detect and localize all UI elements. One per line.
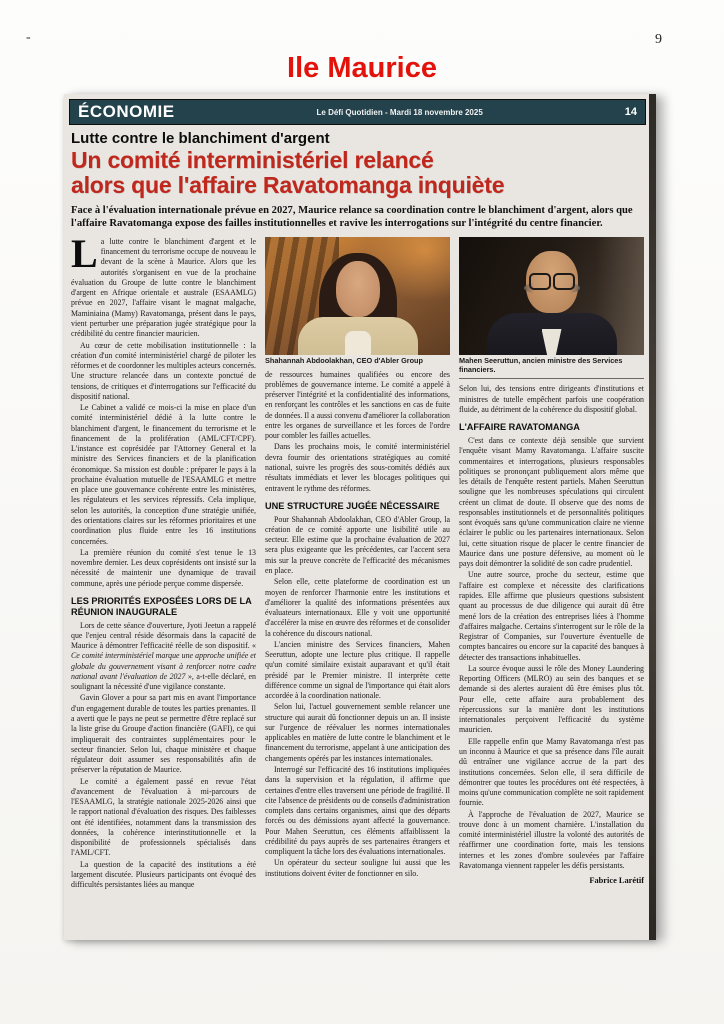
section-name: ÉCONOMIE bbox=[78, 102, 175, 121]
photo-shahannah-abdoolakhan bbox=[265, 237, 450, 355]
photo-caption: Shahannah Abdoolakhan, CEO d'Abler Group bbox=[265, 355, 423, 365]
quote-text: Ce comité interministériel marque une approche unifiée et globale du gouvernement visant à renforcer notre cadre national avant l'évaluation de 2027 bbox=[71, 651, 256, 681]
photo-blouse bbox=[345, 331, 371, 355]
photo-face bbox=[336, 261, 380, 317]
masthead-edition: Le Défi Quotidien - Mardi 18 novembre 2025 bbox=[316, 107, 483, 117]
paragraph: La première réunion du comité s'est tenue le 13 novembre dernier. Les deux coprésidents ont insisté sur la nécessité de maintenir une dynamique de travail commune, après une période perçue comme dispersée. bbox=[71, 547, 256, 588]
page-title: Ile Maurice bbox=[287, 52, 437, 84]
paragraph: Lors de cette séance d'ouverture, Jyoti Jeetun a rappelé que l'enjeu central réside désormais dans la capacité de Maurice à démontrer l'efficacité réelle de son dispositif. « Ce comité interministériel marque une approche unifiée et globale du gouvernement visant à renforcer notre cadre national avant l'évaluation de 2027 », a-t-elle déclaré, en soulignant la nécessité d'une vigilance constante. bbox=[71, 620, 256, 692]
paragraph: L'ancien ministre des Services financiers, Mahen Seeruttun, adopte une lecture plus critique. Il rappelle qu'un comité similaire existait auparavant et qu'il était présidé par le Premier ministre. Il interprète cette différence comme un signal de l'importance qui était alors accordée à la coordination nationale. bbox=[265, 639, 450, 701]
subheading-structure: UNE STRUCTURE JUGÉE NÉCESSAIRE bbox=[265, 500, 440, 511]
photo-caption: Mahen Seeruttun, ancien ministre des Services financiers. bbox=[459, 355, 623, 374]
newspaper-clipping bbox=[64, 94, 656, 940]
paragraph: La lutte contre le blanchiment d'argent et le financement du terrorisme occupe de nouveau le devant de la scène à Maurice. Alors que les autorités s'organisent en vue de la prochaine évaluation du Groupe de lutte contre le blanchiment d'argent en Afrique orientale et australe (ESAAMLG) prévue en 2027, l'affaire visant le magnat malgache, Maminiaina (Mamy) Ravatomanga, présent dans le pays, vient perturber une préparation jugée stratégique pour la crédibilité du centre financier mauricien. bbox=[71, 230, 256, 339]
photo-glasses bbox=[529, 273, 575, 287]
paragraph: Un opérateur du secteur souligne lui aussi que les institutions doivent éviter de fonctionner en silo. bbox=[265, 858, 450, 878]
article-columns bbox=[69, 230, 646, 892]
subheading-affaire: L'AFFAIRE RAVATOMANGA bbox=[459, 422, 580, 433]
section-banner bbox=[69, 99, 646, 125]
paragraph: Elle rappelle enfin que Mamy Ravatomanga n'est pas un inconnu à Maurice et que sa présence dans l'île aurait dû entraîner une vigilance accrue de la part des institutions concernées. Selon elle, il sera difficile de démontrer que toutes les procédures ont été respectées, à moins qu'une communication complète ne soit rapidement fournie. bbox=[459, 736, 644, 808]
article-headline bbox=[71, 148, 644, 199]
drop-cap: L bbox=[71, 230, 98, 276]
photo-mahen-seeruttun bbox=[459, 237, 644, 355]
column-3 bbox=[459, 237, 644, 892]
byline: Fabrice Larétif bbox=[589, 876, 644, 886]
article-lead: Face à l'évaluation internationale prévue en 2027, Maurice relance sa coordination contre le blanchiment d'argent, alors que l'affaire Ravatomanga expose des failles institutionnelles et ravive les interrogations sur l'intégrité du centre financier. bbox=[71, 204, 633, 229]
paragraph: Gavin Glover a pour sa part mis en avant l'importance d'un engagement durable de toutes les parties prenantes. Il a averti que le pays ne peut se permettre d'être replacé sur la liste grise du Groupe d'action financière (GAFI), ce qui impliquerait des contraintes supplémentaires pour le secteur financier. Selon lui, chaque ministère et chaque régulateur doit assumer ses responsabilités afin de préserver la réputation de Maurice. bbox=[71, 693, 256, 775]
caption-divider bbox=[459, 378, 644, 379]
paragraph: La question de la capacité des institutions a été largement discutée. Plusieurs participants ont évoqué des difficultés persistantes liées au manque bbox=[71, 859, 256, 890]
article-kicker: Lutte contre le blanchiment d'argent bbox=[71, 130, 330, 147]
paragraph: Pour Shahannah Abdoolakhan, CEO d'Abler Group, la création de ce comité apporte une lisibilité utile au secteur. Elle estime que la prochaine évaluation de 2027 sera plus exigeante que les précédentes, car l'accent sera mis sur la preuve concrète de l'efficacité des mécanismes en place. bbox=[265, 514, 450, 575]
paragraph: À l'approche de l'évaluation de 2027, Maurice se trouve donc à un moment charnière. L'installation du comité interministériel illustre la volonté des autorités de réaffirmer une coordination forte, mais les tensions internes et les zones d'ombre soulevées par l'affaire Ravatomanga viennent rappeler les défis persistants. bbox=[459, 809, 644, 870]
paragraph: Le Cabinet a validé ce mois-ci la mise en place d'un comité interministériel dédié à la lutte contre le blanchiment d'argent, le financement du terrorisme et le financement de la prolifération (AML/CFT/CPF). L'instance est coprésidée par l'Attorney General et la ministre des Services financiers et de la planification économique. Sa mission est double : préparer le pays à la prochaine évaluation mutuelle de l'ESAAMLG et mettre en place une gouvernance cohérente entre les ministères, les régulateurs et les services répressifs. Cela implique, selon les autorités, la conception d'une stratégie unifiée, des orientations claires sur les réformes prioritaires et une coordination plus fluide entre les 16 institutions concernées. bbox=[71, 403, 256, 546]
headline-line-1: Un comité interministériel relancé bbox=[71, 147, 434, 173]
paragraph: de ressources humaines qualifiées ou encore des problèmes de gouvernance interne. Le comité a appelé à préserver l'intégrité et la confidentialité des informations, en renforçant les contrôles et les sanctions en cas de fuite de données. Il a aussi convenu d'améliorer la collaboration entre les organes de surveillance et les forces de l'ordre pour combler les failles actuelles. bbox=[265, 369, 450, 441]
top-left-mark: - bbox=[26, 30, 31, 45]
paragraph: Dans les prochains mois, le comité interministériel devra fournir des orientations stratégiques au comité national, suivre les progrès des sous-comités dédiés aux résultats immédiats et lever les blocages politiques qui entravent le rythme des réformes. bbox=[265, 442, 450, 493]
newspaper-page-number: 14 bbox=[624, 106, 637, 118]
headline-line-2: alors que l'affaire Ravatomanga inquiète bbox=[71, 172, 505, 199]
paragraph: Interrogé sur l'efficacité des 16 institutions impliquées dans la supervision et la régulation, il affirme que certaines d'entre elles traversent une période de fragilité. Il cite l'absence de présidents ou de conseils d'administration complets dans certains organismes, ainsi que des départs forcés ou des démissions ayant affecté la gouvernance. Pour Mahen Seeruttun, ces éléments affaiblissent la crédibilité du pays auprès de ses partenaires étrangers et compliquent la tâche lors des évaluations internationales. bbox=[265, 765, 450, 857]
paragraph: La source évoque aussi le rôle des Money Laundering Reporting Officers (MLRO) au sein des banques et se demande si des alertes auraient dû être émises plus tôt. Pour elle, cette affaire aura probablement des répercussions sur la manière dont les institutions internationales perçoivent l'efficacité du système mauricien. bbox=[459, 663, 644, 735]
document-page-number: 9 bbox=[655, 32, 662, 47]
subheading-priorites: LES PRIORITÉS EXPOSÉES LORS DE LA RÉUNION INAUGURALE bbox=[71, 595, 252, 617]
paragraph: Une autre source, proche du secteur, estime que l'affaire est complexe et nécessite des clarifications rapides. Elle affirme que plusieurs questions subsistent quant au processus de due diligence qui aurait dû être mené lors de la création des entreprises liées à l'homme d'affaires malgache. Certains s'interrogent sur le rôle de la Registrar of Companies, sur l'ouverture éventuelle de comptes bancaires ou encore sur la capacité des banques à détecter des transactions inhabituelles. bbox=[459, 570, 644, 662]
newspaper-page-edge bbox=[649, 94, 656, 940]
column-1 bbox=[71, 230, 256, 892]
paragraph: Selon lui, l'actuel gouvernement semble relancer une structure qui aurait dû fonctionner depuis un an. Il insiste sur l'urgence de réévaluer les normes internationales applicables en matière de lutte contre le blanchiment et le financement du terrorisme, appelant à une anticipation des changements opérés par les instances internationales. bbox=[265, 702, 450, 763]
paragraph: Selon elle, cette plateforme de coordination est un moyen de renforcer l'harmonie entre les institutions et d'améliorer la qualité des informations présentées aux évaluateurs internationaux. Elle y voit une opportunité d'accélérer la mise en œuvre des réformes et de consolider la cohérence du discours national. bbox=[265, 577, 450, 638]
paragraph: Au cœur de cette mobilisation institutionnelle : la création d'un comité interministériel chargé de piloter les réformes et de coordonner les multiples acteurs concernés. Une structure relancée dans un contexte ponctué de tensions, de critiques et d'interrogations sur l'efficacité du dispositif national. bbox=[71, 340, 256, 401]
column-2 bbox=[265, 237, 450, 892]
paragraph: Le comité a également passé en revue l'état d'avancement de l'évaluation à mi-parcours de l'ESAAMLG, la stratégie nationale 2025-2026 ainsi que le rapport national d'évaluation des risques. Des faiblesses ont été identifiées, notamment dans la transmission des données, la cohérence interinstitutionnelle et la disponibilité de professionnels spécialisés dans l'AML/CFT. bbox=[71, 776, 256, 858]
paragraph: Selon lui, des tensions entre dirigeants d'institutions et ministres de tutelle empêchent parfois une coopération fluide, au détriment de la cohérence du dispositif global. bbox=[459, 384, 644, 414]
paragraph: C'est dans ce contexte déjà sensible que survient l'enquête visant Mamy Ravatomanga. L'affaire suscite commentaires et interrogations, plusieurs responsables politiques se prononçant publiquement alors même que les détails de l'enquête restent partiels. Mahen Seeruttun souligne que les nombreuses spéculations qui circulent créent un climat de doute. Il observe que des noms de responsables institutionnels et de personnalités politiques sont évoqués sans qu'une communication claire ne vienne éclairer le public ou les partenaires internationaux. Selon lui, cette situation risque de placer le centre financier de Maurice dans une posture défensive, au moment où le pays doit démontrer la solidité de son cadre prudentiel. bbox=[459, 436, 644, 569]
